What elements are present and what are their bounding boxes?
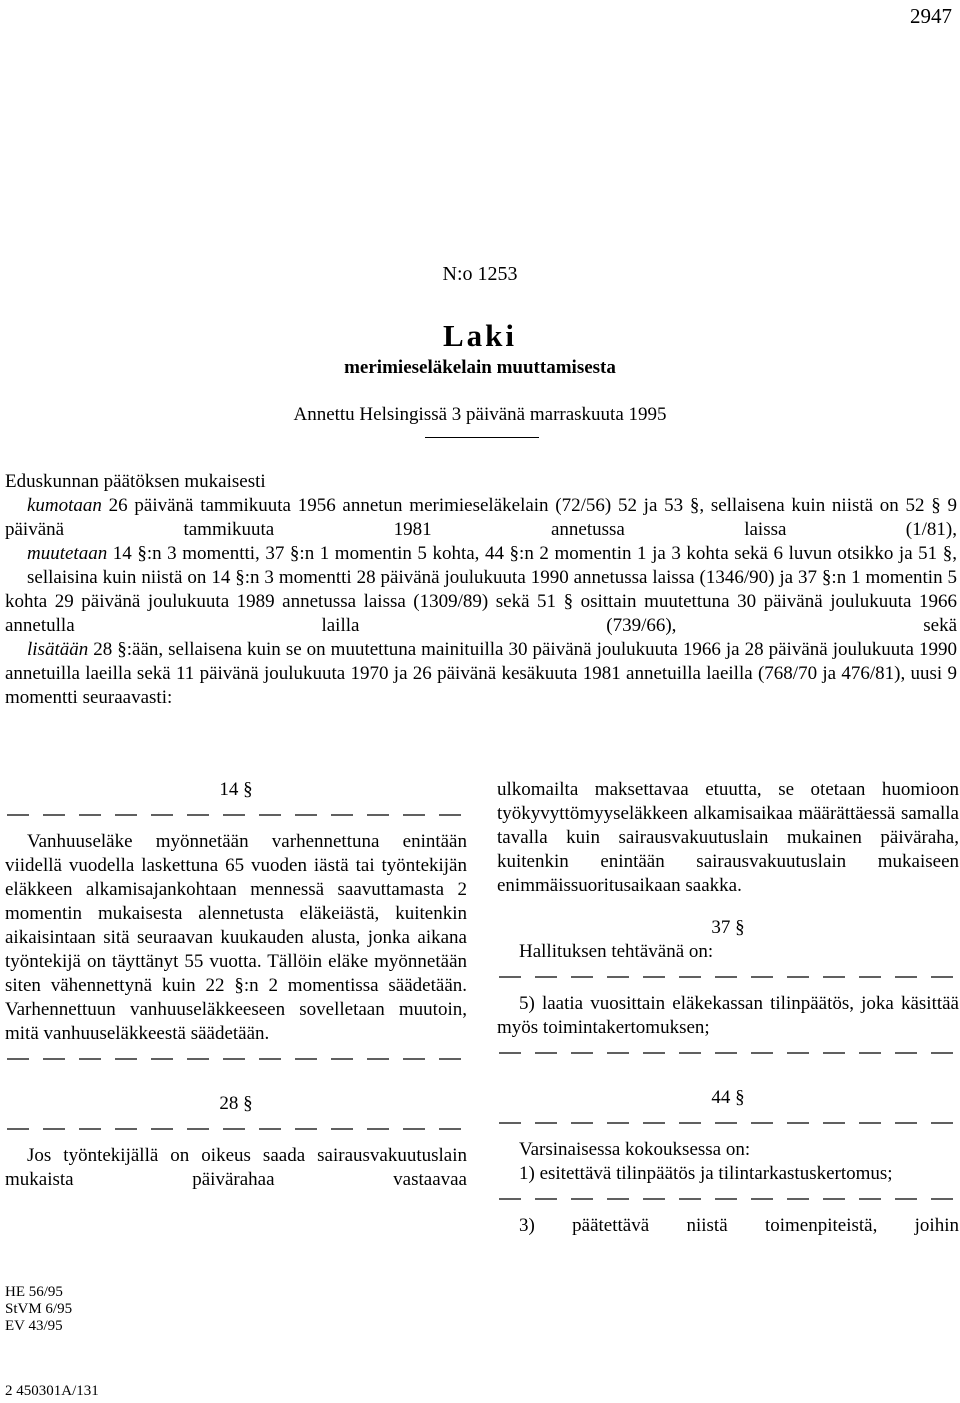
dash-rule [497, 970, 959, 984]
addition-keyword: lisätään [27, 639, 89, 660]
preamble-opening [5, 470, 957, 494]
committee-report-ref: StVM 6/95 [5, 1301, 73, 1317]
section-14-text: Vanhuuseläke myönnetään varhennettuna enintään viidellä vuodella laskettuna 65 vuoden iästä tai työntekijän eläkkeen alkamisajankohtaan mennessä saavuttamasta 2 momentin mukaisesta alennetusta eläkeiästä, kuitenkin aikaisintaan sitä seuraavan kuukauden alusta, jonka aikana työntekijä on täyttänyt 55 vuotta. Tällöin eläke myönnetään siten vähennettynä kuin 22 §:n 2 momentissa säädetään. Varhennettuun vanhuuseläkkeeseen sovelletaan muutoin, mitä vanhuuseläkkeestä säädetään. [5, 831, 467, 1044]
section-37-item-5: 5) laatia vuosittain eläkekassan tilinpäätös, joka käsittää myös toimintakertomuksen; [497, 993, 959, 1038]
amend-history-text: sellaisina kuin niistä on 14 §:n 3 momentti 28 päivänä joulukuuta 1990 annetussa laissa (1346/90) ja 37 §:n 1 momentin 5 kohta 29 päivänä joulukuuta 1989 annetussa laissa (1309/89) sekä 51 § osittain muutettuna 30 päivänä joulukuuta 1966 annetulla lailla (739/66), sekä [5, 567, 957, 636]
addition-text: 28 §:ään, sellaisena kuin se on muutettuna mainituilla 30 päivänä joulukuuta 1966 ja 28 päivänä joulukuuta 1990 annetuilla laeilla sekä 11 päivänä joulukuuta 1970 ja 26 päivänä kesäkuuta 1981 annetuilla laeilla (768/70 ja 476/81), uusi 9 momentti seuraavasti: [5, 639, 957, 708]
law-number: N:o 1253 [442, 263, 518, 285]
omission-dashes [497, 1046, 959, 1060]
section-44-heading: 44 § [711, 1087, 745, 1108]
section-28-text: Jos työntekijällä on oikeus saada sairausvakuutuslain mukaista päivärahaa vastaavaa [5, 1145, 467, 1190]
amend-clause [5, 542, 957, 566]
right-column [497, 778, 959, 1238]
dash-rule [5, 808, 467, 822]
addition-clause [5, 638, 957, 710]
repeal-clause [5, 494, 957, 542]
enactment-date: Annettu Helsingissä 3 päivänä marraskuuta 1995 [293, 404, 667, 425]
section-14-heading: 14 § [219, 779, 253, 800]
omission-dashes [5, 808, 467, 822]
repeal-keyword: kumotaan [27, 495, 102, 516]
print-code: 2 450301A/131 [5, 1383, 99, 1399]
dash-rule [497, 1192, 959, 1206]
dash-rule [5, 1052, 467, 1066]
section-37-heading: 37 § [711, 917, 745, 938]
section-28-continuation: ulkomailta maksettavaa etuutta, se otetaan huomioon työkyvyttömyyseläkkeen alkamisaikaa määrättäessä samalla tavalla kuin sairausvakuutuslain mukainen päiväraha, kuitenkin enintään sairausvakuutuslain mukaiseen enimmäissuoritusaikaan saakka. [497, 779, 959, 896]
section-44-intro: Varsinaisessa kokouksessa on: [519, 1139, 751, 1160]
page-number: 2947 [910, 4, 952, 28]
law-title: Laki [442, 318, 518, 353]
preamble-opening-text: Eduskunnan päätöksen mukaisesti [5, 471, 266, 492]
amend-text: 14 §:n 3 momentti, 37 §:n 1 momentin 5 kohta, 44 §:n 2 momentin 1 ja 3 kohta sekä 6 luvun otsikko ja 51 §, [107, 543, 957, 564]
legislative-references [5, 1284, 72, 1335]
section-44-item-1: 1) esitettävä tilinpäätös ja tilintarkastuskertomus; [519, 1163, 893, 1184]
section-28-heading: 28 § [219, 1093, 253, 1114]
amend-history-clause [5, 566, 957, 638]
dash-rule [5, 1122, 467, 1136]
left-column [5, 778, 467, 1192]
amend-keyword: muutetaan [27, 543, 108, 564]
government-proposal-ref: HE 56/95 [5, 1284, 63, 1300]
title-rule [425, 437, 539, 438]
dash-rule [497, 1046, 959, 1060]
law-subtitle: merimieseläkelain muuttamisesta [344, 357, 616, 378]
omission-dashes [497, 1192, 959, 1206]
repeal-text: 26 päivänä tammikuuta 1956 annetun merimieseläkelain (72/56) 52 ja 53 §, sellaisena kuin niistä on 52 § 9 päivänä tammikuuta 1981 annetussa laissa (1/81), [5, 495, 957, 540]
omission-dashes [497, 1116, 959, 1130]
omission-dashes [497, 970, 959, 984]
preamble [5, 470, 957, 710]
omission-dashes [5, 1052, 467, 1066]
parliament-reply-ref: EV 43/95 [5, 1318, 63, 1334]
section-44-item-3: 3) päätettävä niistä toimenpiteistä, joihin [519, 1215, 959, 1236]
dash-rule [497, 1116, 959, 1130]
section-37-intro: Hallituksen tehtävänä on: [519, 941, 714, 962]
omission-dashes [5, 1122, 467, 1136]
